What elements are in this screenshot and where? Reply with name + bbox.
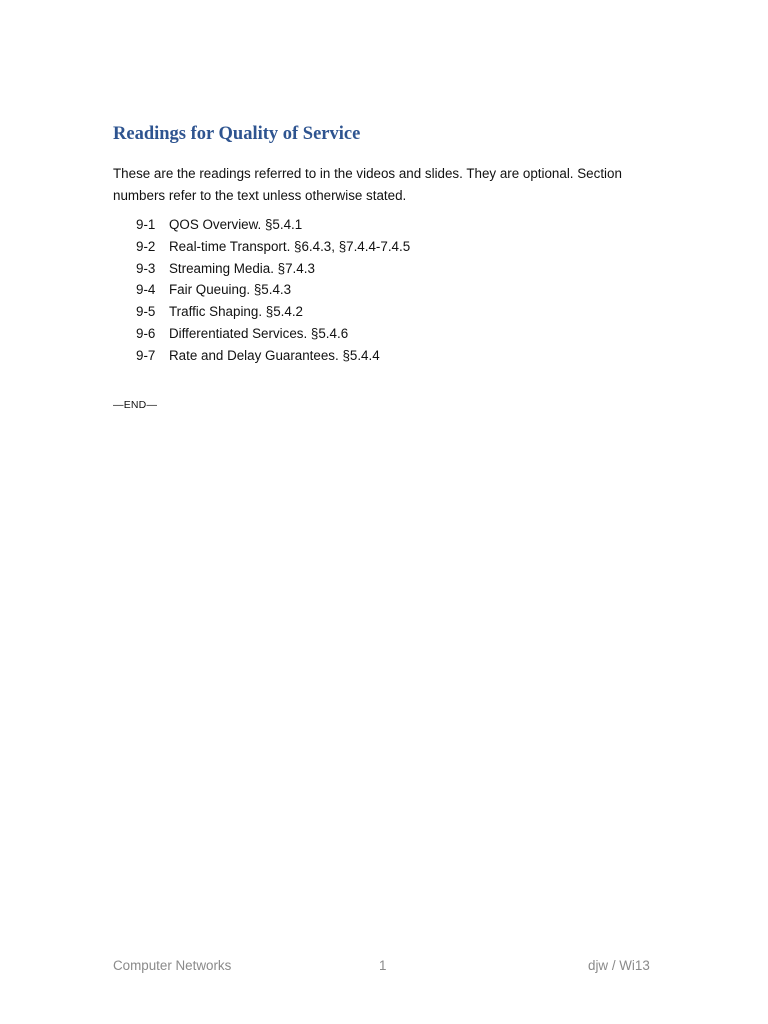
reading-number: 9-5: [136, 304, 156, 320]
reading-number: 9-7: [136, 347, 156, 363]
reading-number: 9-6: [136, 325, 156, 341]
reading-number: 9-3: [136, 260, 156, 276]
footer-author-term: djw / Wi13: [588, 958, 650, 973]
list-item: [136, 301, 410, 323]
reading-number: 9-1: [136, 217, 156, 232]
end-marker: —END—: [113, 399, 158, 411]
readings-list: [136, 214, 410, 367]
reading-text: QOS Overview. §5.4.1: [169, 217, 303, 232]
reading-text: Rate and Delay Guarantees. §5.4.4: [169, 347, 380, 363]
intro-paragraph: These are the readings referred to in the videos and slides. They are optional. Section numbers refer to the text unless otherwise stated.: [113, 166, 622, 203]
reading-text: Traffic Shaping. §5.4.2: [169, 304, 303, 320]
list-item: [136, 323, 410, 345]
reading-text: Real-time Transport. §6.4.3, §7.4.4-7.4.5: [169, 238, 411, 254]
reading-number: 9-4: [136, 282, 156, 298]
reading-number: 9-2: [136, 238, 156, 254]
list-item: [136, 279, 410, 301]
list-item: [136, 236, 410, 258]
reading-text: Streaming Media. §7.4.3: [169, 260, 315, 276]
list-item: [136, 258, 410, 280]
reading-text: Fair Queuing. §5.4.3: [169, 282, 292, 298]
list-item: [136, 345, 410, 367]
footer-course-name: Computer Networks: [113, 958, 232, 973]
list-item: [136, 214, 410, 236]
reading-text: Differentiated Services. §5.4.6: [169, 325, 349, 341]
page-title: Readings for Quality of Service: [113, 124, 361, 144]
footer-page-number: 1: [379, 958, 387, 973]
